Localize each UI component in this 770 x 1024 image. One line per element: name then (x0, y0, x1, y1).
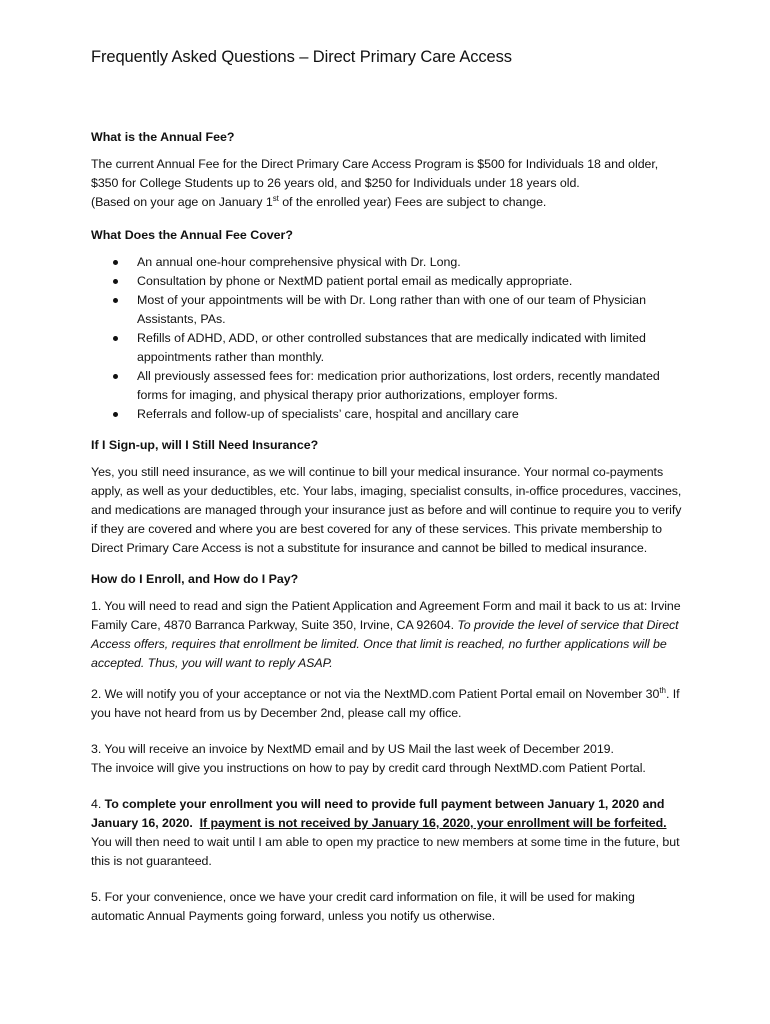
step-4-forfeit-warning: If payment is not received by January 16, 2020, your enrollment will be forfeited. (199, 816, 667, 830)
coverage-list (91, 253, 682, 424)
annual-fee-line-2: $350 for College Students up to 26 years old, and $250 for Individuals under 18 years old. (91, 176, 580, 190)
step-4-rest: You will then need to wait until I am able to open my practice to new members at some time in the future, but this is not guaranteed. (91, 835, 680, 868)
list-item-text: Most of your appointments will be with Dr. Long rather than with one of our team of Physician Assistants, PAs. (137, 293, 646, 326)
list-item (91, 253, 682, 272)
ordinal-suffix: st (272, 193, 279, 203)
list-item (91, 405, 682, 424)
bullet-icon (113, 374, 118, 379)
bullet-icon (113, 336, 118, 341)
annual-fee-line-3-end: of the enrolled year) Fees are subject to change. (278, 195, 547, 209)
list-item-text: Consultation by phone or NextMD patient portal email as medically appropriate. (137, 274, 573, 288)
list-item-text: An annual one-hour comprehensive physical with Dr. Long. (137, 255, 461, 269)
list-item-text: Referrals and follow-up of specialists’ care, hospital and ancillary care (137, 407, 519, 421)
bullet-icon (113, 260, 118, 265)
list-item (91, 329, 682, 367)
enroll-step-1 (91, 597, 682, 673)
document-title: Frequently Asked Questions – Direct Primary Care Access (91, 48, 512, 66)
question-enroll-pay: How do I Enroll, and How do I Pay? (91, 572, 299, 586)
bullet-icon (113, 298, 118, 303)
step-1-italic-note: To provide the level of service that Direct Access offers, requires that enrollment be limited. Once that limit is reached, no further applications will be accepted. Thus, you will want to reply ASAP. (91, 618, 679, 670)
list-item (91, 367, 682, 405)
bullet-icon (113, 412, 118, 417)
annual-fee-line-1: The current Annual Fee for the Direct Primary Care Access Program is $500 for Individuals 18 and older, (91, 157, 659, 171)
step-3-line-1: 3. You will receive an invoice by NextMD email and by US Mail the last week of December 2019. (91, 742, 614, 756)
enroll-step-4 (91, 795, 682, 871)
step-2-start: 2. We will notify you of your acceptance or not via the NextMD.com Patient Portal email on November 30 (91, 687, 660, 701)
step-4-number: 4. (91, 797, 105, 811)
annual-fee-line-3-start: (Based on your age on January 1 (91, 195, 273, 209)
insurance-answer: Yes, you still need insurance, as we will continue to bill your medical insurance. Your normal co-payments apply, as well as your deductibles, etc. Your labs, imaging, specialist consults, in-office procedures, vaccines, and medications are managed through your insurance just as before and will continue to require you to verify if they are covered and where you are best covered for any of these services. This private membership to Direct Primary Care Access is not a substitute for insurance and cannot be billed to medical insurance. (91, 465, 682, 555)
step-2-end: . If you have not heard from us by December 2nd, please call my office. (91, 687, 680, 720)
step-4-payment-window: To complete your enrollment you will need to provide full payment between January 1, 2020 and January 16, 2020. (91, 797, 665, 830)
list-item (91, 272, 682, 291)
list-item-text: Refills of ADHD, ADD, or other controlled substances that are medically indicated with limited appointments rather than monthly. (137, 331, 646, 364)
list-item-text: All previously assessed fees for: medication prior authorizations, lost orders, recently mandated forms for imaging, and physical therapy prior authorizations, employer forms. (137, 369, 660, 402)
enroll-step-2 (91, 685, 682, 723)
question-annual-fee: What is the Annual Fee? (91, 130, 235, 144)
ordinal-suffix: th (659, 685, 666, 695)
question-fee-cover: What Does the Annual Fee Cover? (91, 228, 293, 242)
annual-fee-answer (91, 155, 682, 212)
enroll-step-5: 5. For your convenience, once we have your credit card information on file, it will be used for making automatic Annual Payments going forward, unless you notify us otherwise. (91, 890, 635, 923)
enroll-step-3 (91, 740, 682, 778)
step-3-line-2: The invoice will give you instructions on how to pay by credit card through NextMD.com Patient Portal. (91, 761, 646, 775)
bullet-icon (113, 279, 118, 284)
list-item (91, 291, 682, 329)
step-1-text: 1. You will need to read and sign the Patient Application and Agreement Form and mail it back to us at: Irvine Family Care, 4870 Barranca Parkway, Suite 350, Irvine, CA 92604. (91, 599, 681, 632)
question-insurance: If I Sign-up, will I Still Need Insurance? (91, 438, 319, 452)
